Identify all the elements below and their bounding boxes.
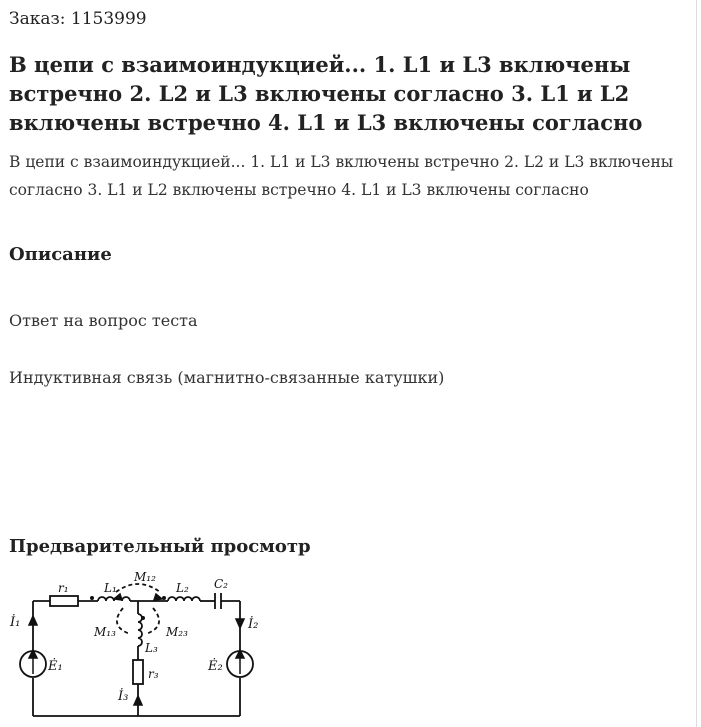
label-M12: M₁₂	[134, 570, 156, 584]
label-I2: İ₂	[248, 617, 259, 632]
label-M23: M₂₃	[166, 625, 188, 639]
description-heading: Описание	[9, 244, 112, 265]
label-L2: L₂	[176, 581, 189, 595]
label-E1: Ė₁	[48, 659, 63, 674]
label-M13: M₁₃	[94, 625, 116, 639]
description-line-1: Ответ на вопрос теста	[9, 311, 198, 330]
label-L3: L₃	[145, 641, 158, 655]
label-r1: r₁	[58, 581, 69, 595]
label-E2: Ė₂	[208, 659, 223, 674]
label-I1: İ₁	[10, 615, 21, 630]
preview-heading: Предварительный просмотр	[9, 536, 311, 557]
label-I3: İ₃	[118, 689, 129, 704]
label-L1: L₁	[104, 581, 117, 595]
question-text: В цепи с взаимоиндукцией... 1. L1 и L3 включены встречно 2. L2 и L3 включены согласно 3. L1 и L2 включены встречно 4. L1 и L3 включены согласно	[9, 153, 674, 199]
label-C2: C₂	[214, 577, 228, 591]
label-r3: r₃	[148, 667, 159, 681]
circuit-diagram	[8, 568, 278, 727]
description-line-2: Индуктивная связь (магнитно-связанные катушки)	[9, 368, 445, 387]
right-divider	[696, 0, 697, 727]
order-number: Заказ: 1153999	[9, 9, 147, 29]
page-title: В цепи с взаимоиндукцией... 1. L1 и L3 включены встречно 2. L2 и L3 включены согласно 3. L1 и L2 включены встречно 4. L1 и L3 включены согласно	[9, 52, 643, 135]
